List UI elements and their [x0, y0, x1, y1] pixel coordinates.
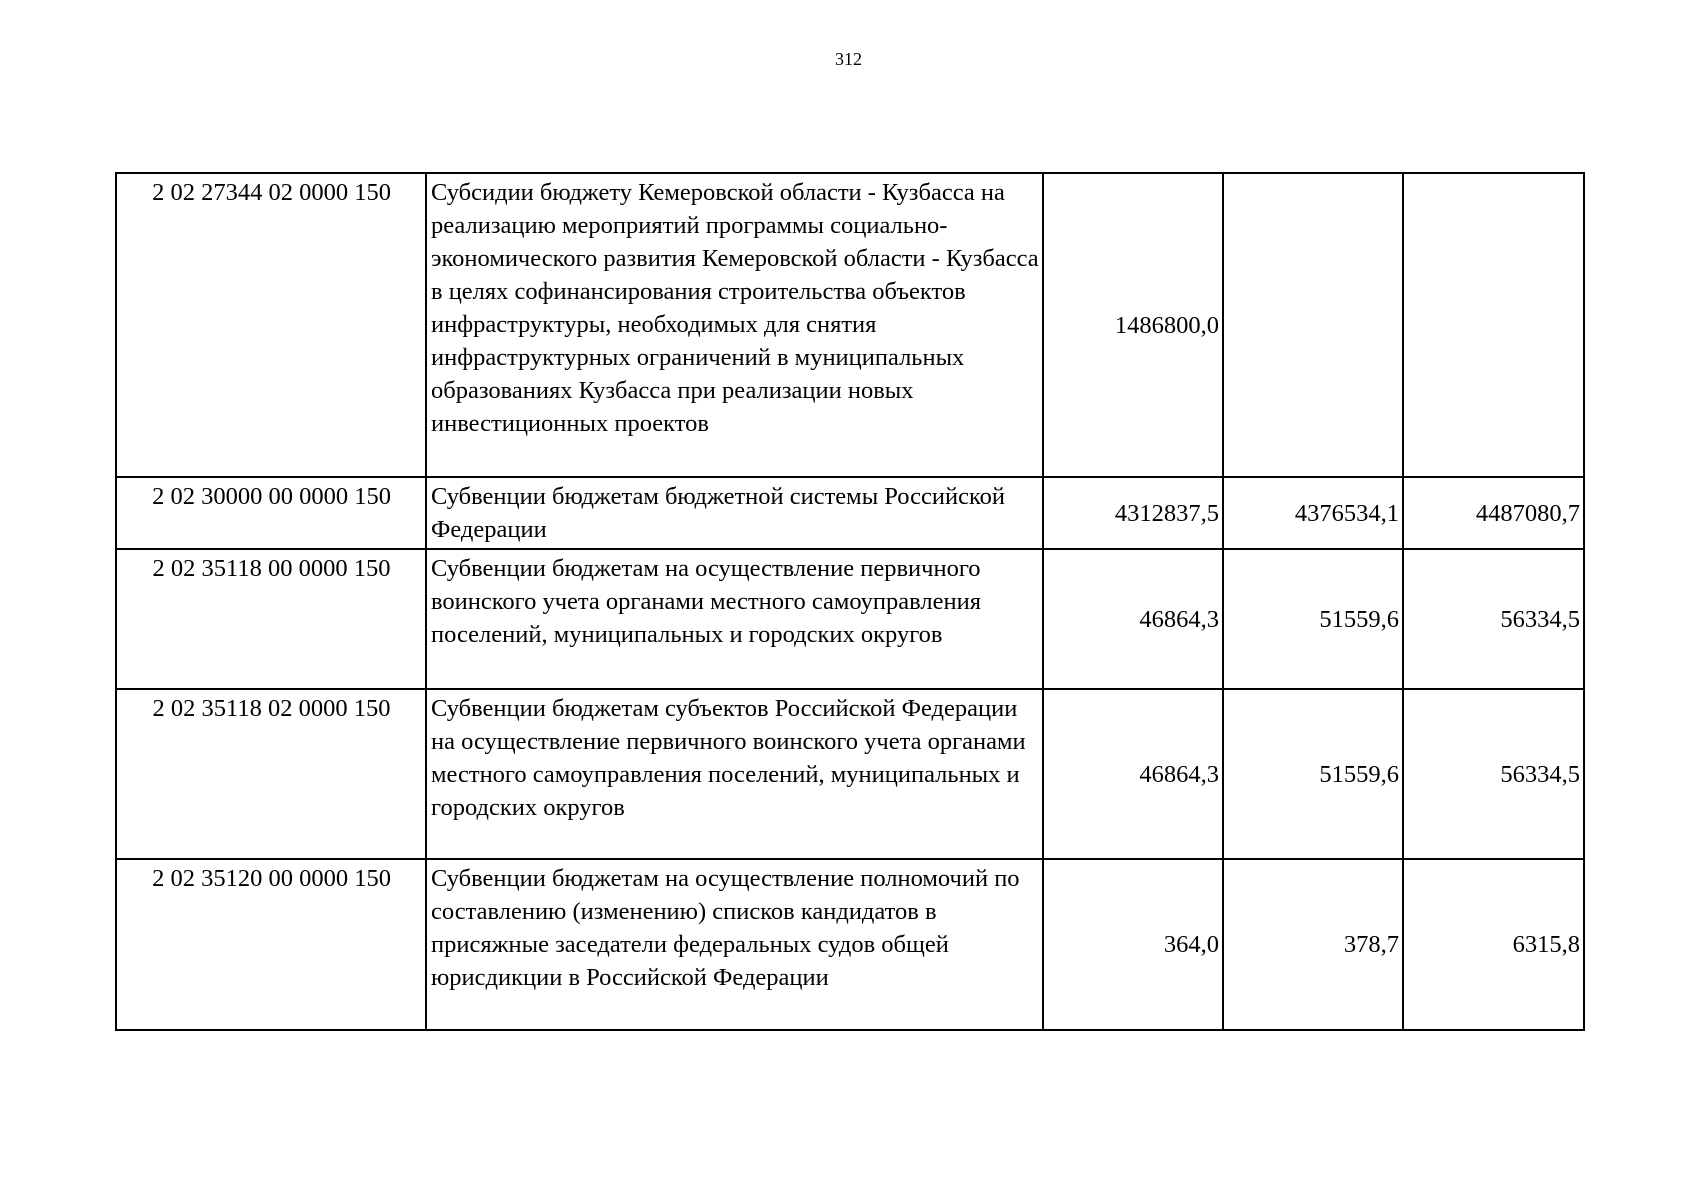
table-row [116, 859, 1584, 1030]
amount-year3-cell: 56334,5 [1403, 689, 1584, 859]
budget-revenue-table [115, 172, 1585, 1031]
budget-code-cell: 2 02 30000 00 0000 150 [116, 477, 426, 549]
revenue-name-cell: Субвенции бюджетам бюджетной системы Российской Федерации [426, 477, 1043, 549]
amount-year1-cell: 1486800,0 [1043, 173, 1223, 477]
revenue-name-cell: Субсидии бюджету Кемеровской области - Кузбасса на реализацию мероприятий программы социально-экономического развития Кемеровской области - Кузбасса в целях софинансирования строительства объектов инфраструктуры, необходимых для снятия инфраструктурных ограничений в муниципальных образованиях Кузбасса при реализации новых инвестиционных проектов [426, 173, 1043, 477]
amount-year1-cell: 46864,3 [1043, 689, 1223, 859]
amount-year1-cell: 364,0 [1043, 859, 1223, 1030]
table-row [116, 477, 1584, 549]
budget-code-cell: 2 02 35118 00 0000 150 [116, 549, 426, 689]
revenue-name-cell: Субвенции бюджетам на осуществление полномочий по составлению (изменению) списков кандидатов в присяжные заседатели федеральных судов общей юрисдикции в Российской Федерации [426, 859, 1043, 1030]
amount-year2-cell: 51559,6 [1223, 549, 1403, 689]
table-row [116, 689, 1584, 859]
table-row [116, 549, 1584, 689]
revenue-name-cell: Субвенции бюджетам на осуществление первичного воинского учета органами местного самоуправления поселений, муниципальных и городских округов [426, 549, 1043, 689]
amount-year1-cell: 46864,3 [1043, 549, 1223, 689]
amount-year2-cell [1223, 173, 1403, 477]
budget-code-cell: 2 02 27344 02 0000 150 [116, 173, 426, 477]
amount-year1-cell: 4312837,5 [1043, 477, 1223, 549]
amount-year3-cell: 56334,5 [1403, 549, 1584, 689]
amount-year2-cell: 378,7 [1223, 859, 1403, 1030]
page-number: 312 [835, 49, 862, 69]
budget-code-cell: 2 02 35118 02 0000 150 [116, 689, 426, 859]
amount-year3-cell: 6315,8 [1403, 859, 1584, 1030]
amount-year2-cell: 4376534,1 [1223, 477, 1403, 549]
budget-code-cell: 2 02 35120 00 0000 150 [116, 859, 426, 1030]
amount-year3-cell: 4487080,7 [1403, 477, 1584, 549]
table-row [116, 173, 1584, 477]
amount-year3-cell [1403, 173, 1584, 477]
amount-year2-cell: 51559,6 [1223, 689, 1403, 859]
revenue-name-cell: Субвенции бюджетам субъектов Российской Федерации на осуществление первичного воинского учета органами местного самоуправления поселений, муниципальных и городских округов [426, 689, 1043, 859]
